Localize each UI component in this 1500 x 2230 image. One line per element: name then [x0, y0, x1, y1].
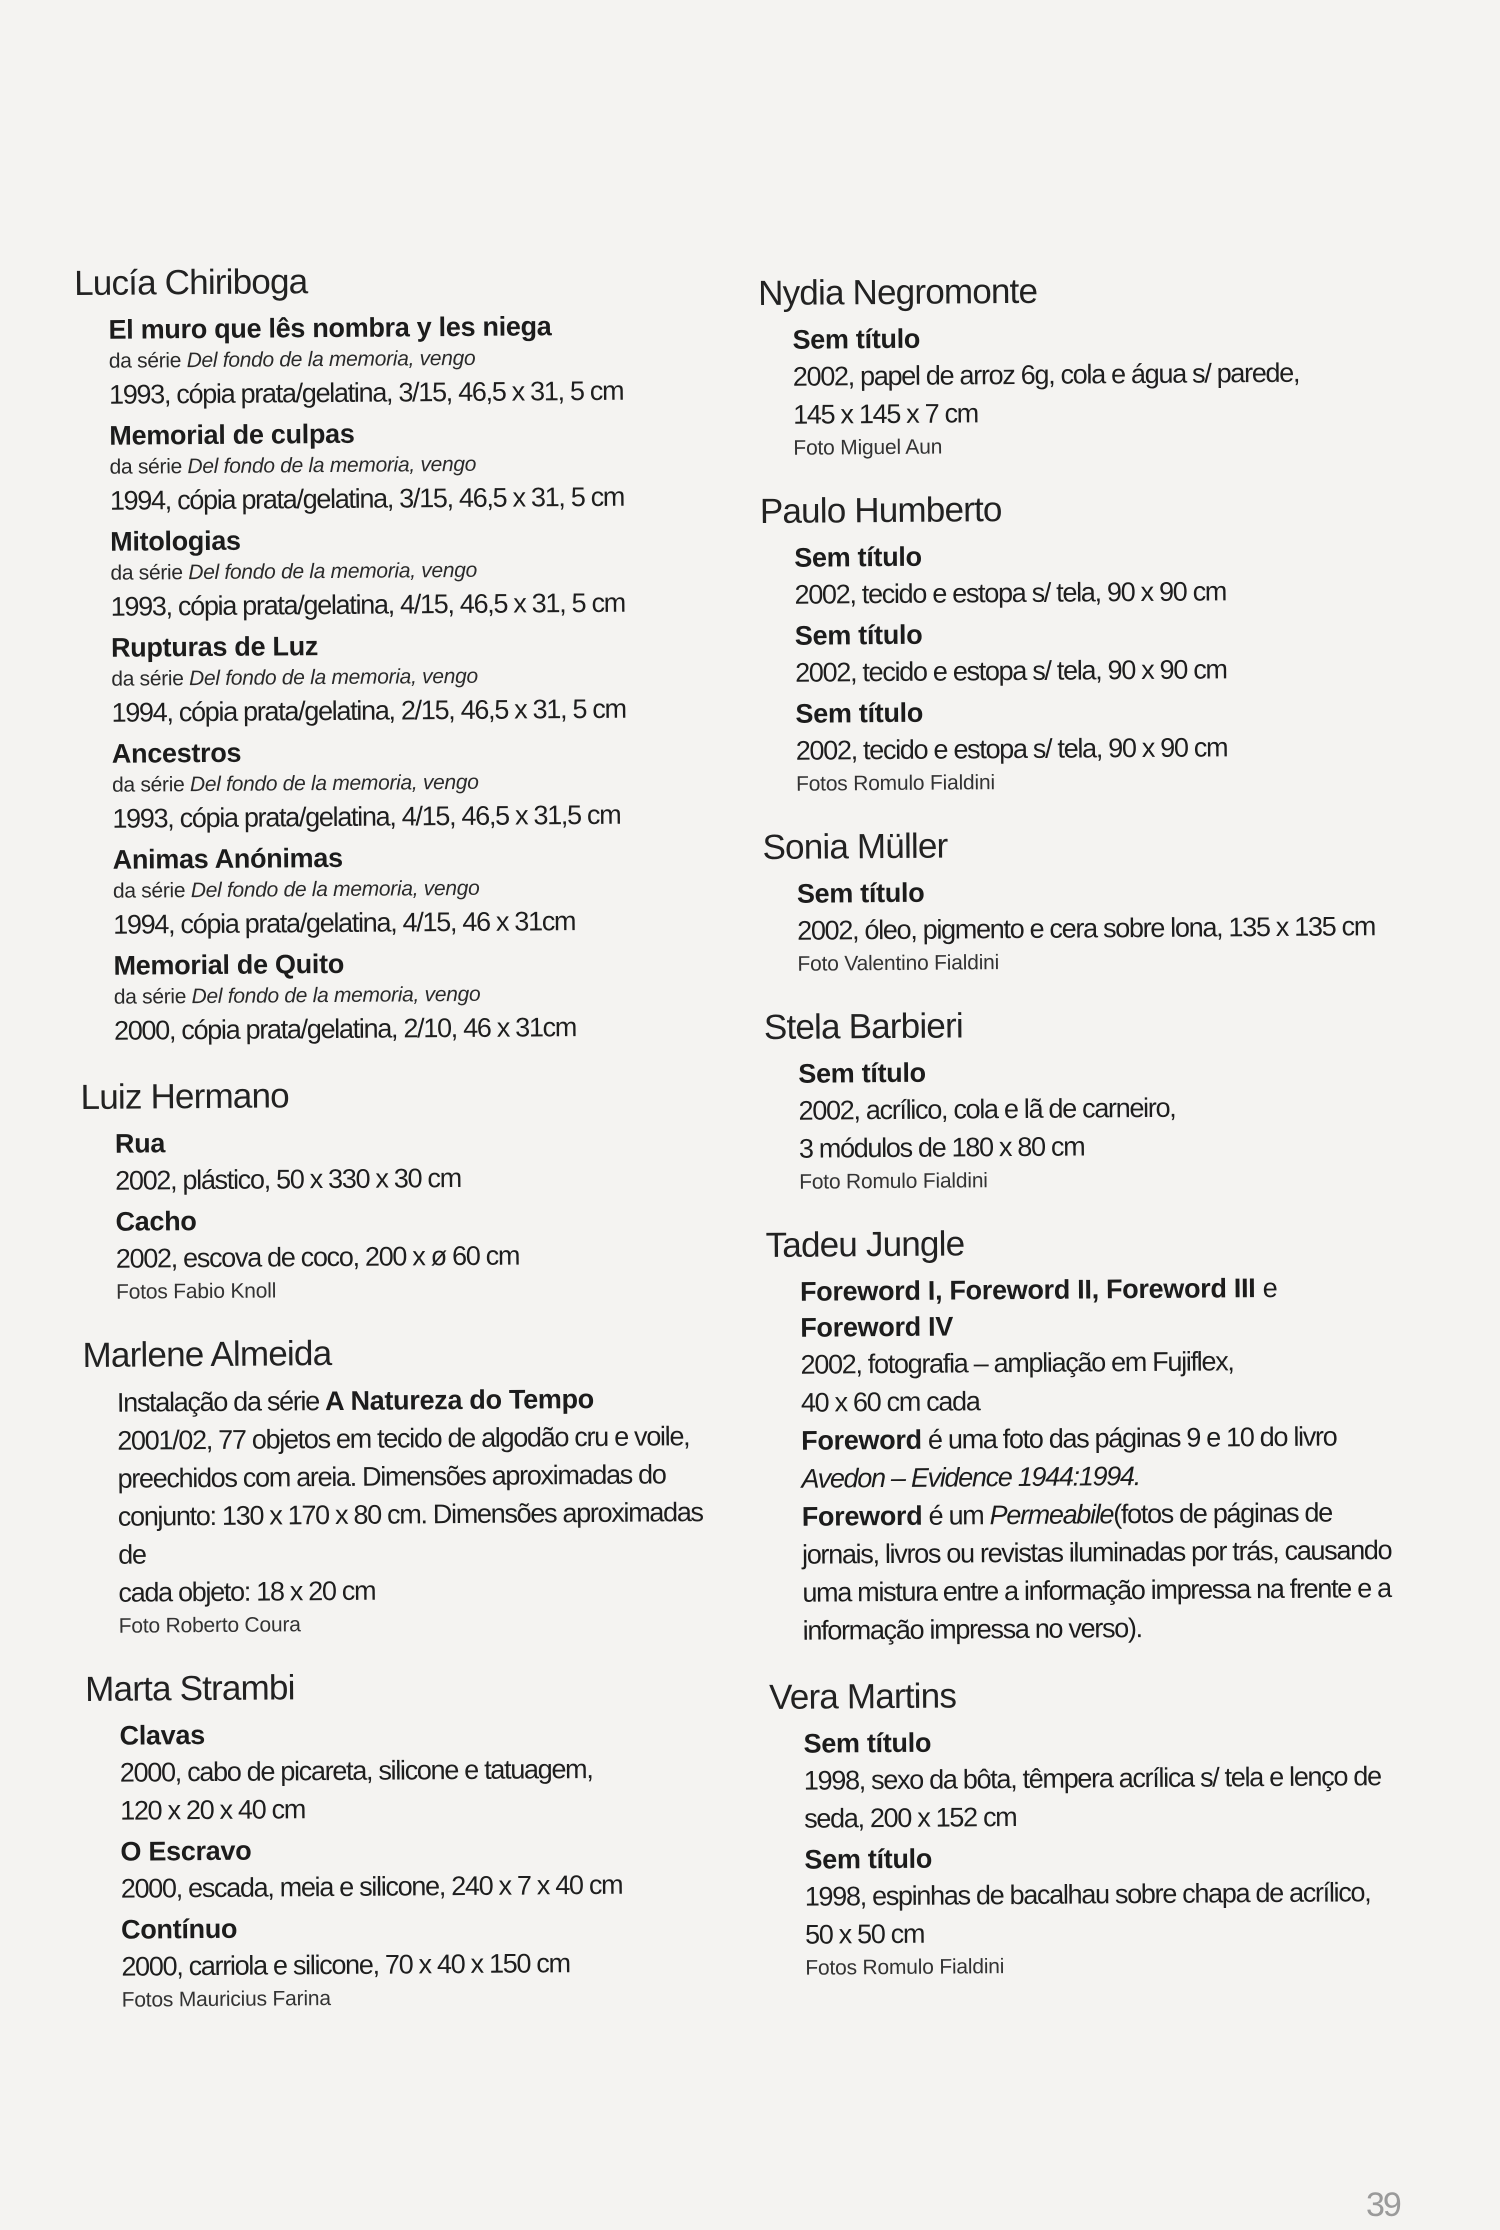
right-column: [758, 267, 1402, 2010]
work-details: conjunto: 130 x 170 x 80 cm. Dimensões aproximadas de: [117, 1497, 703, 1570]
artist-name: Lucía Chiriboga: [74, 262, 308, 303]
photo-credit: Foto Romulo Fialdini: [799, 1169, 988, 1194]
work-title: Foreword I, Foreword II, Foreword III e: [799, 1272, 1278, 1307]
book-title: Avedon – Evidence 1944:1994.: [801, 1461, 1141, 1494]
work-details: 2000, cópia prata/gelatina, 2/10, 46 x 31cm: [113, 1012, 577, 1046]
photo-credit: Fotos Romulo Fialdini: [805, 1955, 1005, 1980]
work-details: 2002, papel de arroz 6g, cola e água s/ parede,: [792, 357, 1300, 392]
work-title: El muro que lês nombra y les niega: [108, 311, 552, 345]
work-entry: [115, 1121, 722, 1200]
work-entry: [120, 1829, 727, 1908]
work-entry: [113, 943, 720, 1050]
work-title: Sem título: [803, 1727, 932, 1759]
artist-entry-negromonte: [758, 267, 1389, 464]
work-details: 40 x 60 cm cada: [800, 1386, 980, 1418]
works-list: [83, 1379, 725, 1642]
work-entry: [798, 1051, 1395, 1168]
works-list: [763, 871, 1394, 980]
work-entry: [797, 871, 1394, 950]
work-title: Foreword IV: [800, 1311, 954, 1343]
series-name: Del fondo de la memoria, vengo: [189, 770, 479, 797]
work-series: da série Del fondo de la memoria, vengo: [110, 558, 478, 585]
artist-name: Luiz Hermano: [80, 1076, 289, 1117]
works-list: [766, 1269, 1399, 1650]
description-line: Foreword é um Permeabile(fotos de páginas de: [801, 1497, 1332, 1532]
artist-name: Vera Martins: [769, 1676, 957, 1717]
work-entry: [110, 519, 717, 626]
work-title: Sem título: [794, 541, 922, 573]
work-entry: [795, 613, 1392, 692]
works-list: [85, 1713, 727, 2016]
work-details: 50 x 50 cm: [804, 1918, 925, 1950]
photo-credit: Fotos Fabio Knoll: [116, 1279, 277, 1304]
series-title: A Natureza do Tempo: [324, 1383, 595, 1417]
work-details: 1993, cópia prata/gelatina, 4/15, 46,5 x 31,5 cm: [112, 799, 621, 834]
description-line: uma mistura entre a informação impressa na frente e a: [802, 1573, 1391, 1608]
artist-entry-martins: [769, 1671, 1401, 1984]
artist-entry-chiriboga: [74, 257, 720, 1050]
works-list: [74, 307, 720, 1050]
series-name: Del fondo de la memoria, vengo: [187, 452, 477, 479]
artist-name: Nydia Negromonte: [758, 271, 1038, 313]
work-series: da série Del fondo de la memoria, vengo: [109, 452, 477, 479]
work-details: 2000, carriola e silicone, 70 x 40 x 150 cm: [121, 1948, 570, 1982]
work-entry: [112, 731, 719, 838]
photo-credit: Foto Roberto Coura: [118, 1613, 301, 1638]
artist-name: Paulo Humberto: [759, 490, 1002, 531]
series-name: Del fondo de la memoria, vengo: [186, 346, 476, 373]
artist-name: Tadeu Jungle: [765, 1224, 965, 1265]
work-details: 2002, tecido e estopa s/ tela, 90 x 90 cm: [794, 576, 1227, 610]
artist-entry-strambi: [85, 1663, 728, 2016]
work-title: Rua: [114, 1128, 166, 1159]
work-title: Animas Anónimas: [112, 842, 343, 875]
installation-intro: Instalação da série A Natureza do Tempo: [116, 1383, 595, 1418]
artist-name: Marlene Almeida: [82, 1334, 332, 1375]
work-details: 145 x 145 x 7 cm: [793, 398, 979, 430]
left-column: [74, 257, 728, 2042]
work-entry: [111, 625, 718, 732]
work-title: Sem título: [794, 619, 923, 651]
work-entry: [803, 1721, 1400, 1838]
work-title: Sem título: [804, 1843, 933, 1875]
work-entry: [108, 307, 715, 414]
work-entry: [119, 1713, 726, 1830]
work-entry: [795, 691, 1392, 770]
work-details: 1994, cópia prata/gelatina, 4/15, 46 x 31cm: [113, 906, 576, 940]
artist-name: Stela Barbieri: [763, 1006, 963, 1047]
artist-entry-hermano: [80, 1071, 722, 1308]
work-title: Memorial de Quito: [113, 948, 345, 981]
series-name: Del fondo de la memoria, vengo: [189, 664, 478, 691]
work-title: Sem título: [796, 877, 925, 909]
work-details: 3 módulos de 180 x 80 cm: [798, 1131, 1085, 1164]
work-title: Sem título: [795, 697, 924, 729]
work-details: seda, 200 x 152 cm: [804, 1802, 1017, 1834]
work-series: da série Del fondo de la memoria, vengo: [112, 770, 479, 797]
work-title: Sem título: [798, 1057, 926, 1089]
photo-credit: Foto Valentino Fialdini: [797, 951, 1000, 976]
description-line: informação impressa no verso).: [802, 1613, 1142, 1646]
photo-credit: Foto Miguel Aun: [793, 435, 943, 460]
artist-name: Sonia Müller: [762, 826, 948, 867]
works-list: [769, 1721, 1401, 1984]
work-title: Memorial de culpas: [109, 418, 355, 451]
description-line: Foreword é uma foto das páginas 9 e 10 do livro: [801, 1421, 1337, 1456]
works-list: [764, 1051, 1395, 1198]
work-details: 1993, cópia prata/gelatina, 4/15, 46,5 x 31, 5 cm: [110, 587, 626, 622]
work-title: O Escravo: [120, 1835, 252, 1867]
work-entry: [113, 837, 720, 944]
work-details: cada objeto: 18 x 20 cm: [118, 1575, 376, 1608]
work-title: Sem título: [792, 323, 921, 355]
work-title: Cacho: [115, 1206, 197, 1237]
series-name: Del fondo de la memoria, vengo: [190, 876, 480, 903]
works-list: [758, 317, 1389, 464]
photo-credit: Fotos Mauricius Farina: [121, 1987, 331, 2012]
work-series: da série Del fondo de la memoria, vengo: [111, 664, 478, 691]
work-series: da série Del fondo de la memoria, vengo: [108, 346, 476, 373]
work-details: 1994, cópia prata/gelatina, 3/15, 46,5 x 31, 5 cm: [109, 481, 625, 516]
work-series: da série Del fondo de la memoria, vengo: [112, 876, 480, 903]
work-title: Clavas: [119, 1720, 205, 1751]
work-details: 2002, óleo, pigmento e cera sobre lona, 135 x 135 cm: [797, 911, 1376, 946]
artist-name: Marta Strambi: [85, 1668, 295, 1709]
work-details: 1993, cópia prata/gelatina, 3/15, 46,5 x 31, 5 cm: [108, 375, 624, 410]
work-title: Ancestros: [111, 737, 242, 769]
work-details: 120 x 20 x 40 cm: [120, 1794, 306, 1826]
page-number: 39: [1366, 2186, 1400, 2224]
artist-entry-muller: [762, 821, 1393, 980]
work-details: 1994, cópia prata/gelatina, 2/15, 46,5 x 31, 5 cm: [111, 693, 626, 728]
work-series: da série Del fondo de la memoria, vengo: [113, 982, 481, 1009]
work-details: 2002, fotografia – ampliação em Fujiflex,: [800, 1346, 1234, 1380]
work-details: 2000, cabo de picareta, silicone e tatuagem,: [119, 1753, 593, 1788]
work-details: 1998, sexo da bôta, têmpera acrílica s/ tela e lenço de: [803, 1761, 1381, 1796]
work-details: 2001/02, 77 objetos em tecido de algodão cru e voile,: [117, 1421, 690, 1456]
work-title: Mitologias: [110, 525, 241, 557]
series-name: Del fondo de la memoria, vengo: [191, 982, 481, 1009]
work-details: 2002, tecido e estopa s/ tela, 90 x 90 cm: [795, 654, 1227, 688]
work-entry: [792, 317, 1389, 434]
series-name: Del fondo de la memoria, vengo: [188, 558, 478, 585]
work-details: 2002, tecido e estopa s/ tela, 90 x 90 cm: [795, 732, 1228, 766]
artist-entry-barbieri: [764, 1001, 1395, 1198]
work-entry: [804, 1837, 1401, 1954]
work-details: 2002, acrílico, cola e lã de carneiro,: [798, 1092, 1176, 1126]
work-title: Rupturas de Luz: [110, 631, 319, 663]
work-entry: [115, 1199, 722, 1278]
works-list: [81, 1121, 722, 1308]
work-details: 2002, plástico, 50 x 330 x 30 cm: [115, 1162, 461, 1196]
work-entry: [109, 413, 716, 520]
photo-credit: Fotos Romulo Fialdini: [795, 771, 995, 796]
work-title: Contínuo: [120, 1913, 238, 1945]
artist-entry-jungle: [765, 1219, 1398, 1650]
work-details: 2002, escova de coco, 200 x ø 60 cm: [115, 1240, 520, 1274]
work-entry: [794, 535, 1391, 614]
work-details: 1998, espinhas de bacalhau sobre chapa de acrílico,: [804, 1877, 1371, 1912]
work-details: 2000, escada, meia e silicone, 240 x 7 x 40 cm: [120, 1869, 623, 1904]
work-details: preechidos com areia. Dimensões aproximadas do: [117, 1459, 666, 1494]
description-line: jornais, livros ou revistas iluminadas por trás, causando: [801, 1535, 1392, 1570]
artist-entry-humberto: [760, 485, 1392, 800]
artist-entry-almeida: [82, 1329, 724, 1642]
works-list: [760, 535, 1392, 800]
work-entry: [121, 1907, 728, 1986]
